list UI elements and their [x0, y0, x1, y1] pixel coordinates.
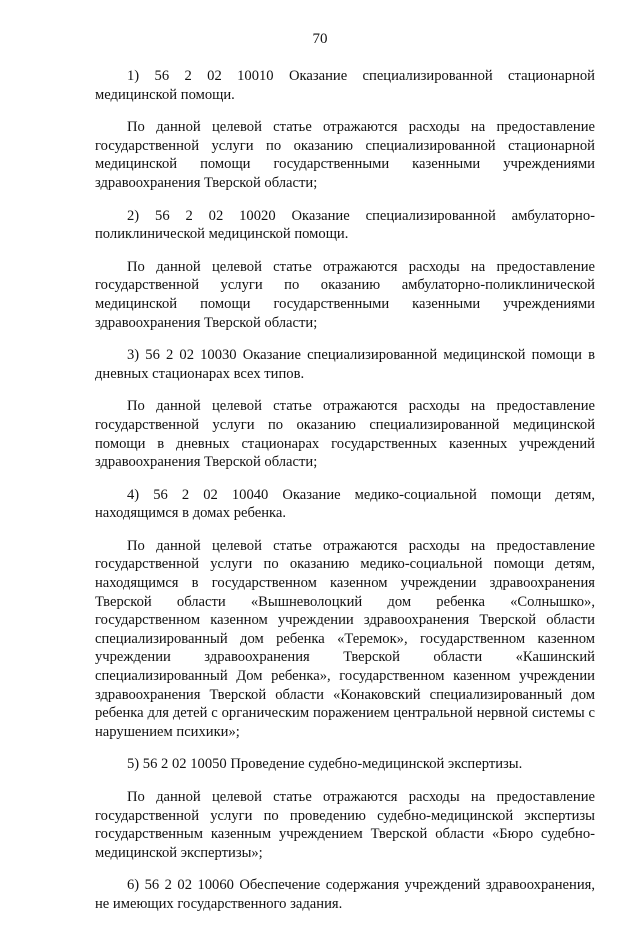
paragraph-item-1: 1) 56 2 02 10010 Оказание специализированной стационарной медицинской помощи. [95, 68, 595, 103]
paragraph-item-3: 3) 56 2 02 10030 Оказание специализированной медицинской помощи в дневных стационарах всех типов. [95, 347, 595, 382]
paragraph-description-5: По данной целевой статье отражаются расходы на предоставление государственной услуги по проведению судебно-медицинской экспертизы государственным казенным учреждением Тверской области «Бюро судебно-медицинской экспертизы»; [95, 789, 595, 861]
paragraph-description-3: По данной целевой статье отражаются расходы на предоставление государственной услуги по оказанию специализированной медицинской помощи в дневных стационарах государственных казенных учреждений здравоохранения Тверской области; [95, 398, 595, 471]
document-body [95, 67, 595, 928]
paragraph-item-5: 5) 56 2 02 10050 Проведение судебно-медицинской экспертизы. [127, 756, 523, 773]
page-number: 70 [312, 31, 328, 47]
paragraph-description-4: По данной целевой статье отражаются расходы на предоставление государственной услуги по оказанию медико-социальной помощи детям, находящимся в государственном казенном учреждении здравоохранения Тверской области «Вышневолоцкий дом ребенка «Солнышко», государственном казенном учреждении здравоохранения Тверской области специализированный дом ребенка «Теремок», государственном казенном учреждении здравоохранения Тверской области «Кашинский специализированный Дом ребенка», государственном казенном учреждении здравоохранения Тверской области «Конаковский специализированный дом ребенка для детей с органическим поражением центральной нервной системы с нарушением психики»; [95, 537, 595, 740]
paragraph-description-2: По данной целевой статье отражаются расходы на предоставление государственной услуги по оказанию амбулаторно-поликлинической медицинской помощи государственными казенными учреждениями здравоохранения Тверской области; [95, 258, 595, 331]
paragraph-description-1: По данной целевой статье отражаются расходы на предоставление государственной услуги по оказанию специализированной стационарной медицинской помощи государственными казенными учреждениями здравоохранения Тверской области; [95, 119, 595, 191]
paragraph-item-6: 6) 56 2 02 10060 Обеспечение содержания учреждений здравоохранения, не имеющих государственного задания. [95, 877, 595, 912]
paragraph-item-2: 2) 56 2 02 10020 Оказание специализированной амбулаторно-поликлинической медицинской помощи. [95, 207, 595, 243]
paragraph-item-4: 4) 56 2 02 10040 Оказание медико-социальной помощи детям, находящимся в домах ребенка. [95, 486, 595, 522]
